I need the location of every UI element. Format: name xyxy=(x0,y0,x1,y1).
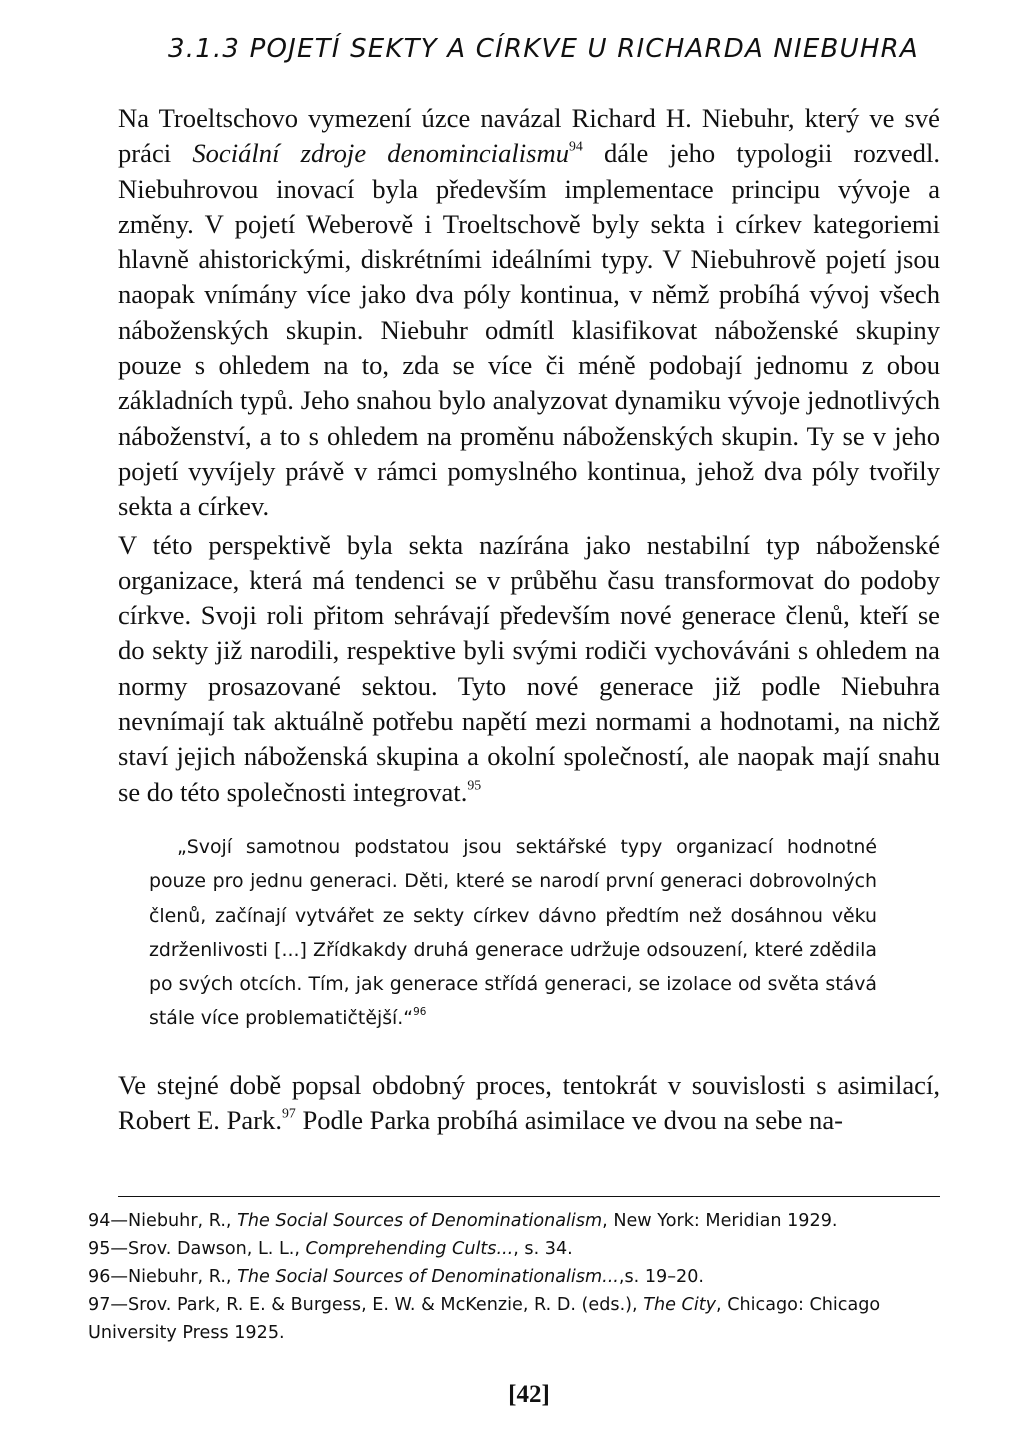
footnote-ref-96: 96 xyxy=(413,1006,427,1019)
section-heading: 3.1.3 POJETÍ SEKTY A CÍRKVE U RICHARDA NIEBUHRA xyxy=(168,34,919,64)
footnote-title: Comprehending Cults... xyxy=(305,1239,514,1259)
footnote-text: ,s. 19–20. xyxy=(618,1267,705,1287)
footnote-ref-95: 95 xyxy=(467,776,482,792)
paragraph-1 xyxy=(118,101,940,525)
paragraph-2-text: V této perspektivě byla sekta nazírána jako nestabilní typ náboženské organizace, která má tendenci se v průběhu času transformovat do podoby církve. Svoji roli přitom sehrávají především nové generace členů, kteří se do sekty již narodili, respektive byli svými rodiči vychováváni s ohledem na normy prosazované sektou. Tyto nové generace již podle Niebuhra nevnímají tak aktuálně potřebu napětí mezi normami a hodnotami, na nichž staví jejich náboženská skupina a okolní společností, ale naopak mají snahu se do této společnosti integrovat. xyxy=(118,529,940,807)
paragraph-2 xyxy=(118,528,940,810)
body-text-lower xyxy=(118,1068,940,1139)
footnote-title: The Social Sources of Denominationalism xyxy=(237,1211,603,1231)
footnote-title: The Social Sources of Denominationalism... xyxy=(237,1267,619,1287)
footnote-item xyxy=(88,1263,940,1291)
footnote-text: , Chicago: Chicago University Press 1925. xyxy=(88,1295,881,1343)
footnote-ref-94: 94 xyxy=(569,138,583,154)
footnote-ref-97: 97 xyxy=(281,1105,296,1121)
paragraph-1-text-a: Na Troeltschovo vymezení úzce navázal Richard H. Niebuhr, který ve své práci xyxy=(118,103,940,169)
paragraph-3-text-b: Podle Parka probíhá asimilace ve dvou na sebe na- xyxy=(295,1105,844,1136)
footnote-text: , New York: Meridian 1929. xyxy=(602,1211,838,1231)
footnote-item xyxy=(88,1291,940,1347)
body-text-upper xyxy=(118,101,940,810)
quote-paragraph xyxy=(149,830,877,1036)
footnote-item xyxy=(88,1235,940,1263)
footnotes xyxy=(88,1207,940,1347)
footnote-text: 95—Srov. Dawson, L. L., xyxy=(88,1239,306,1259)
footnote-text: 97—Srov. Park, R. E. & Burgess, E. W. & McKenzie, R. D. (eds.), xyxy=(88,1295,644,1315)
paragraph-1-text-b: dále jeho typologii rozvedl. Niebuhrovou inovací byla především implementace principu vývoje a změny. V pojetí Weberově i Troeltschově byly sekta i církev kategoriemi hlavně ahistorickými, diskrétními ideálními typy. V Niebuhrově pojetí jsou naopak vnímány více jako dva póly kontinua, v němž probíhá vývoj všech náboženských skupin. Niebuhr odmítl klasifikovat náboženské skupiny pouze s ohledem na to, zda se více či méně podobají jednomu z obou základních typů. Jeho snahou bylo analyzovat dynamiku vývoje jednotlivých náboženství, a to s ohledem na proměnu náboženských skupin. Ty se v jeho pojetí vyvíjely právě v rámci pomyslného kontinua, jehož dva póly tvořily sekta a církev. xyxy=(118,138,940,522)
footnote-text: 96—Niebuhr, R., xyxy=(88,1267,238,1287)
footnote-item xyxy=(88,1207,940,1235)
paragraph-3-text-a: Ve stejné době popsal obdobný proces, tentokrát v souvislosti s asimilací, Robert E. Park. xyxy=(118,1070,940,1136)
paragraph-3 xyxy=(118,1068,940,1139)
block-quote xyxy=(149,830,877,1036)
footnote-divider xyxy=(118,1196,940,1197)
footnote-text: 94—Niebuhr, R., xyxy=(88,1211,238,1231)
page-number: [42] xyxy=(508,1381,550,1408)
quote-text: „Svojí samotnou podstatou jsou sektářské typy organizací hodnotné pouze pro jednu generaci. Děti, které se narodí první generaci dobrovolných členů, začínají vytvářet ze sekty církev dávno předtím než dosáhnou věku zdrženlivosti [...] Zřídkakdy druhá generace udržuje odsouzení, které zdědila po svých otcích. Tím, jak generace střídá generaci, se izolace od světa stává stále více problematičtější.“ xyxy=(149,836,877,1030)
footnote-text: , s. 34. xyxy=(513,1239,573,1259)
book-title-inline: Sociální zdroje denomincialismu xyxy=(192,138,569,169)
footnote-title: The City xyxy=(643,1295,717,1315)
book-page xyxy=(88,0,940,1456)
